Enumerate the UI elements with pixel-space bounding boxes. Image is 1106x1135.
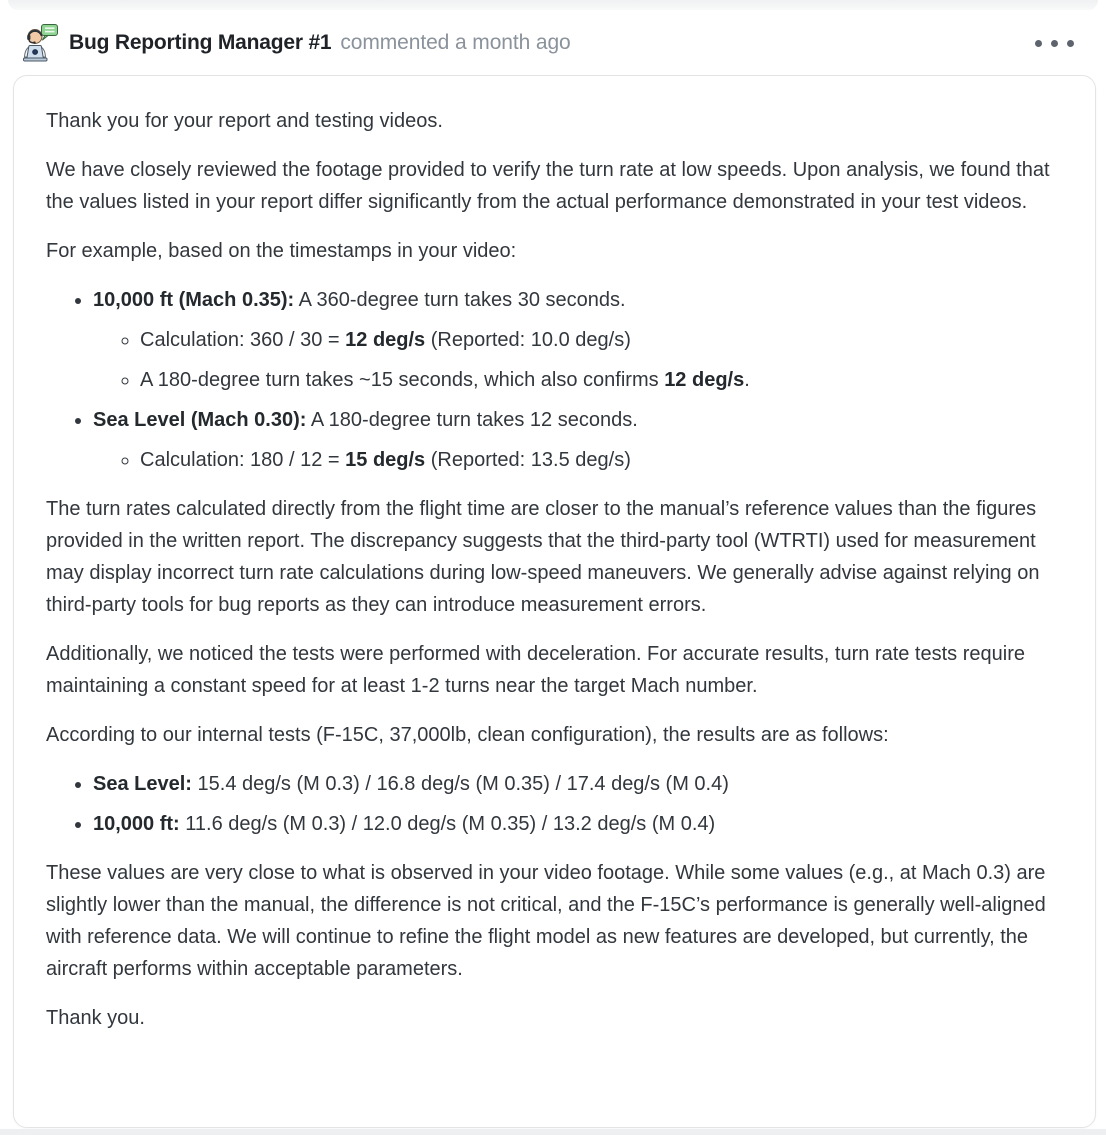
- list-item-lead: Sea Level (Mach 0.30):: [93, 409, 307, 431]
- list-item-text: A 180-degree turn takes 12 seconds.: [306, 409, 638, 431]
- user-avatar-icon[interactable]: [20, 23, 60, 63]
- sub-list: [93, 324, 1063, 396]
- sub-item-bold: 12 deg/s: [664, 369, 745, 391]
- list-item: [93, 808, 1063, 840]
- paragraph-conclusion: These values are very close to what is observed in your video footage. While some values (e.g., at Mach 0.3) are slightly lower than the manual, the difference is not critical, and the F-15C’s performance is generally well-aligned with reference data. We will continue to refine the flight model as new features are developed, but currently, the aircraft performs within acceptable parameters.: [46, 862, 1046, 980]
- paragraph-thanks: Thank you for your report and testing videos.: [46, 110, 443, 132]
- comment-timestamp: a month ago: [454, 31, 571, 54]
- author-name[interactable]: Bug Reporting Manager #1: [69, 31, 332, 54]
- list-item-lead: 10,000 ft (Mach 0.35):: [93, 289, 295, 311]
- kebab-dot: [1051, 40, 1058, 47]
- kebab-menu-button[interactable]: [1033, 34, 1076, 53]
- sub-item-pre: A 180-degree turn takes ~15 seconds, which also confirms: [140, 369, 665, 391]
- sub-item-post: (Reported: 10.0 deg/s): [425, 329, 631, 351]
- sub-item-pre: Calculation: 180 / 12 =: [140, 449, 346, 471]
- paragraph-internal-tests-intro: According to our internal tests (F-15C, 37,000lb, clean configuration), the results are as follows:: [46, 724, 889, 746]
- previous-panel-edge: [8, 0, 1098, 10]
- list-item-lead: Sea Level:: [93, 773, 192, 795]
- kebab-dot: [1035, 40, 1042, 47]
- sub-item-bold: 15 deg/s: [345, 449, 426, 471]
- sub-item-post: .: [744, 369, 750, 391]
- list-item-text: A 360-degree turn takes 30 seconds.: [294, 289, 626, 311]
- list-item-text: 11.6 deg/s (M 0.3) / 12.0 deg/s (M 0.35) / 13.2 deg/s (M 0.4): [179, 813, 716, 835]
- list-item: [93, 404, 1063, 476]
- paragraph-discrepancy: The turn rates calculated directly from the flight time are closer to the manual’s reference values than the figures provided in the written report. The discrepancy suggests that the third-party tool (WTRTI) used for measurement may display incorrect turn rate calculations during low-speed maneuvers. We generally advise against relying on third-party tools for bug reports as they can introduce measurement errors.: [46, 498, 1040, 616]
- kebab-dot: [1067, 40, 1074, 47]
- comment-body: [13, 75, 1096, 1128]
- list-item: [93, 284, 1063, 396]
- paragraph-review: We have closely reviewed the footage provided to verify the turn rate at low speeds. Upon analysis, we found that the values listed in your report differ significantly from the actual performance demonstrated in your test videos.: [46, 159, 1050, 213]
- comment-meta: [340, 31, 570, 55]
- next-panel-edge: [0, 1129, 1106, 1135]
- support-agent-avatar-icon: [20, 23, 60, 63]
- comment-action: commented: [340, 31, 450, 54]
- sub-item-bold: 12 deg/s: [345, 329, 426, 351]
- example-list: [46, 284, 1063, 476]
- paragraph-closing: Thank you.: [46, 1007, 145, 1029]
- sub-list: [93, 444, 1063, 476]
- sub-list-item: [140, 444, 1063, 476]
- list-item-lead: 10,000 ft:: [93, 813, 180, 835]
- sub-item-pre: Calculation: 360 / 30 =: [140, 329, 346, 351]
- sub-list-item: [140, 364, 1063, 396]
- results-list: [46, 768, 1063, 840]
- sub-item-post: (Reported: 13.5 deg/s): [425, 449, 631, 471]
- paragraph-example-intro: For example, based on the timestamps in your video:: [46, 240, 517, 262]
- comment-header: [20, 20, 1076, 66]
- paragraph-deceleration: Additionally, we noticed the tests were performed with deceleration. For accurate results, turn rate tests require maintaining a constant speed for at least 1-2 turns near the target Mach number.: [46, 643, 1025, 697]
- sub-list-item: [140, 324, 1063, 356]
- list-item-text: 15.4 deg/s (M 0.3) / 16.8 deg/s (M 0.35) / 17.4 deg/s (M 0.4): [191, 773, 729, 795]
- list-item: [93, 768, 1063, 800]
